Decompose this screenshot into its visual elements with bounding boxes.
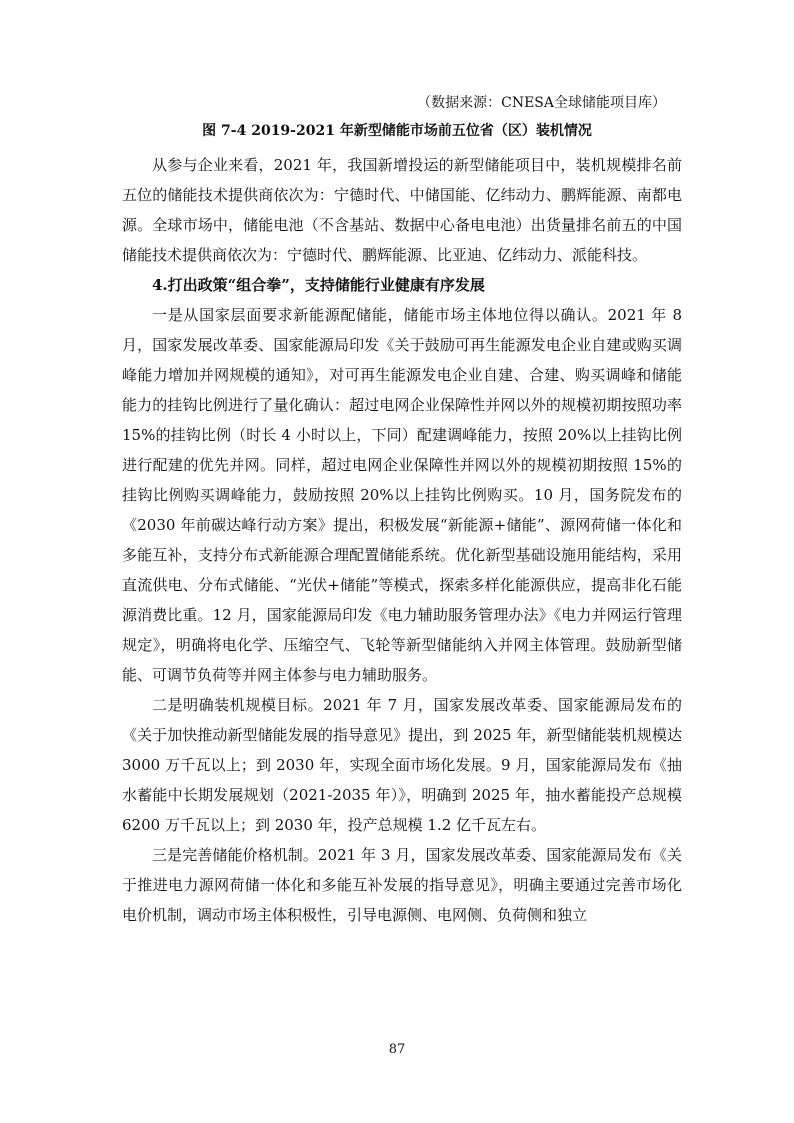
paragraph: 三是完善储能价格机制。2021 年 3 月，国家发展改革委、国家能源局发布《关于推进电力源网荷储一体化和多能互补发展的指导意见》，明确主要通过完善市场化电价机制，调动市场主体积极性，引导电源侧、电网侧、负荷侧和独立: [122, 846, 682, 924]
data-source-note: （数据来源：CNESA全球储能项目库）: [417, 95, 666, 111]
page-number: 87: [388, 1042, 406, 1057]
figure-caption: 图 7-4 2019-2021 年新型储能市场前五位省（区）装机情况: [202, 123, 592, 139]
paragraph: 从参与企业来看，2021 年，我国新增投运的新型储能项目中，装机规模排名前五位的储能技术提供商依次为：宁德时代、中储国能、亿纬动力、鹏辉能源、南都电源。全球市场中，储能电池（不含基站、数据中心备电电池）出货量排名前五的中国储能技术提供商依次为：宁德时代、鹏辉能源、比亚迪、亿纬动力、派能科技。: [122, 156, 682, 264]
paragraph: 一是从国家层面要求新能源配储能，储能市场主体地位得以确认。2021 年 8 月，国家发展改革委、国家能源局印发《关于鼓励可再生能源发电企业自建或购买调峰能力增加并网规模的通知》，对可再生能源发电企业自建、合建、购买调峰和储能能力的挂钩比例进行了量化确认：超过电网企业保障性并网以外的规模初期按照功率 15%的挂钩比例（时长 4 小时以上，下同）配建调峰能力，按照 20%以上挂钩比例进行配建的优先并网。同样，超过电网企业保障性并网以外的规模初期按照 15%的挂钩比例购买调峰能力，鼓励按照 20%以上挂钩比例购买。10 月，国务院发布的《2030 年前碳达峰行动方案》提出，积极发展“新能源+储能”、源网荷储一体化和多能互补，支持分布式新能源合理配置储能系统。优化新型基础设施用能结构，采用直流供电、分布式储能、“光伏+储能”等模式，探索多样化能源供应，提高非化石能源消费比重。12 月，国家能源局印发《电力辅助服务管理办法》《电力并网运行管理规定》，明确将电化学、压缩空气、飞轮等新型储能纳入并网主体管理。鼓励新型储能、可调节负荷等并网主体参与电力辅助服务。: [122, 306, 682, 684]
section-heading: 4.打出政策“组合拳”，支持储能行业健康有序发展: [152, 276, 485, 294]
paragraph: 二是明确装机规模目标。2021 年 7 月，国家发展改革委、国家能源局发布的《关于加快推动新型储能发展的指导意见》提出，到 2025 年，新型储能装机规模达 3000 万千瓦以上；到 2030 年，实现全面市场化发展。9 月，国家能源局发布《抽水蓄能中长期发展规划（2021-2035 年）》，明确到 2025 年，抽水蓄能投产总规模 6200 万千瓦以上；到 2030 年，投产总规模 1.2 亿千瓦左右。: [122, 696, 682, 834]
body-text: [122, 150, 682, 930]
